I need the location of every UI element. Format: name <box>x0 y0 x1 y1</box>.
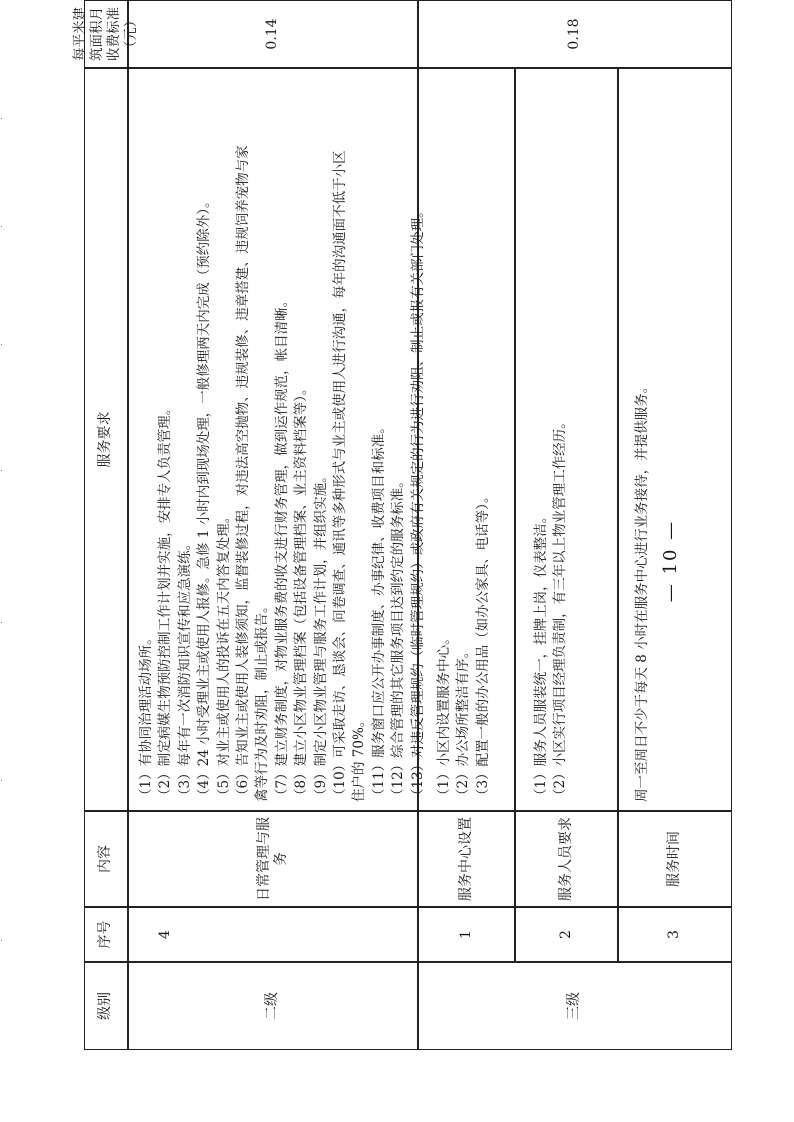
page-number: — 10 — <box>660 519 681 603</box>
list-item: （1）有协同治理活动场所。 <box>138 631 154 802</box>
requirements-cell <box>128 68 426 811</box>
seq-cell: 3 <box>618 907 732 962</box>
list-item: 禽等行为及时劝阻，制止或报告。 <box>254 599 271 802</box>
requirements-list <box>129 145 428 810</box>
requirements-cell <box>418 68 515 811</box>
content-cell: 服务时间 <box>618 811 732 907</box>
seq-cell: 2 <box>515 907 618 962</box>
list-item: （2）办公场所整洁有序。 <box>455 644 472 802</box>
header-content: 内容 <box>84 811 128 907</box>
content-cell: 服务人员要求 <box>515 811 618 907</box>
list-item: （7）建立财务制度，对物业服务费的收支进行财务管理，做到运作规范，帐目清晰。 <box>273 293 290 802</box>
price-cell-3: 0.18 <box>418 0 732 68</box>
list-item: （13）对违反管理规约（临时管理规约）或政府有关规定的行为进行劝阻、制止或报有关部门处理。 <box>409 204 426 802</box>
list-item: （3）每年有一次消防知识宣传和应急演练。 <box>176 536 193 802</box>
level-cell-2: 二级 <box>128 962 418 1050</box>
content-cell: 日常管理与服务 <box>128 811 418 907</box>
list-item: （11）服务窗口应公开办事制度、办事纪律、收费项目和标准。 <box>370 420 387 802</box>
header-price: 每平米建筑面积月收费标准（元） <box>84 0 128 68</box>
page-edge-marks <box>1 0 4 1122</box>
list-item: （12）综合管理的其它服务项目达到约定的服务标准。 <box>390 474 407 802</box>
price-cell-2: 0.14 <box>128 0 418 68</box>
list-item: （4）24 小时受理业主或使用人报修。急修 1 小时内到现场处理，一般修理两天内完成（预约除外）。 <box>196 194 213 802</box>
standards-table <box>72 0 794 1050</box>
requirements-cell <box>515 68 618 811</box>
requirements-list <box>516 415 571 810</box>
list-item: 住户的 70%。 <box>351 713 368 802</box>
header-seq: 序号 <box>84 907 128 962</box>
header-level: 级别 <box>84 962 128 1050</box>
list-item: （2）制定病媒生物预防控制工作计划并实施，安排专人负责管理。 <box>157 401 174 802</box>
requirements-list <box>619 380 652 810</box>
list-item: （10）可采取走访、恳谈会、问卷调查、通讯等多种形式与业主或使用人进行沟通，每年的沟通面不低于小区 <box>332 150 349 802</box>
seq-cell: 1 <box>418 907 515 962</box>
list-item: （6）告知业主或使用人装修须知，监督装修过程，对违法高空抛物、违规装修、违章搭建、违规饲养宠物与家 <box>235 145 252 802</box>
list-item: （2）小区实行项目经理负责制，有三年以上物业管理工作经历。 <box>552 415 569 802</box>
seq-cell: 4 <box>128 907 418 962</box>
level-cell-3: 三级 <box>418 962 732 1050</box>
content-cell: 服务中心设置 <box>418 811 515 907</box>
list-item: （5）对业主或使用人的投诉在五天内答复处理。 <box>215 509 232 802</box>
requirements-list <box>419 490 493 810</box>
list-item: （1）小区内设置服务中心。 <box>436 631 452 802</box>
list-item: （9）制定小区物业管理与服务工作计划，并组织实施。 <box>312 469 329 802</box>
list-item: （8）建立小区物业管理档案（包括设备管理档案、业主资料档案等）。 <box>293 381 310 802</box>
list-item: （3）配置一般的办公用品（如办公家具、电话等）。 <box>474 489 491 802</box>
list-item: （1）服务人员服装统一，挂牌上岗，仪表整洁。 <box>533 509 549 802</box>
header-requirements: 服务要求 <box>84 68 128 811</box>
list-item: 周一至周日不少于每天 8 小时在服务中心进行业务接待，并提供服务。 <box>634 379 650 802</box>
